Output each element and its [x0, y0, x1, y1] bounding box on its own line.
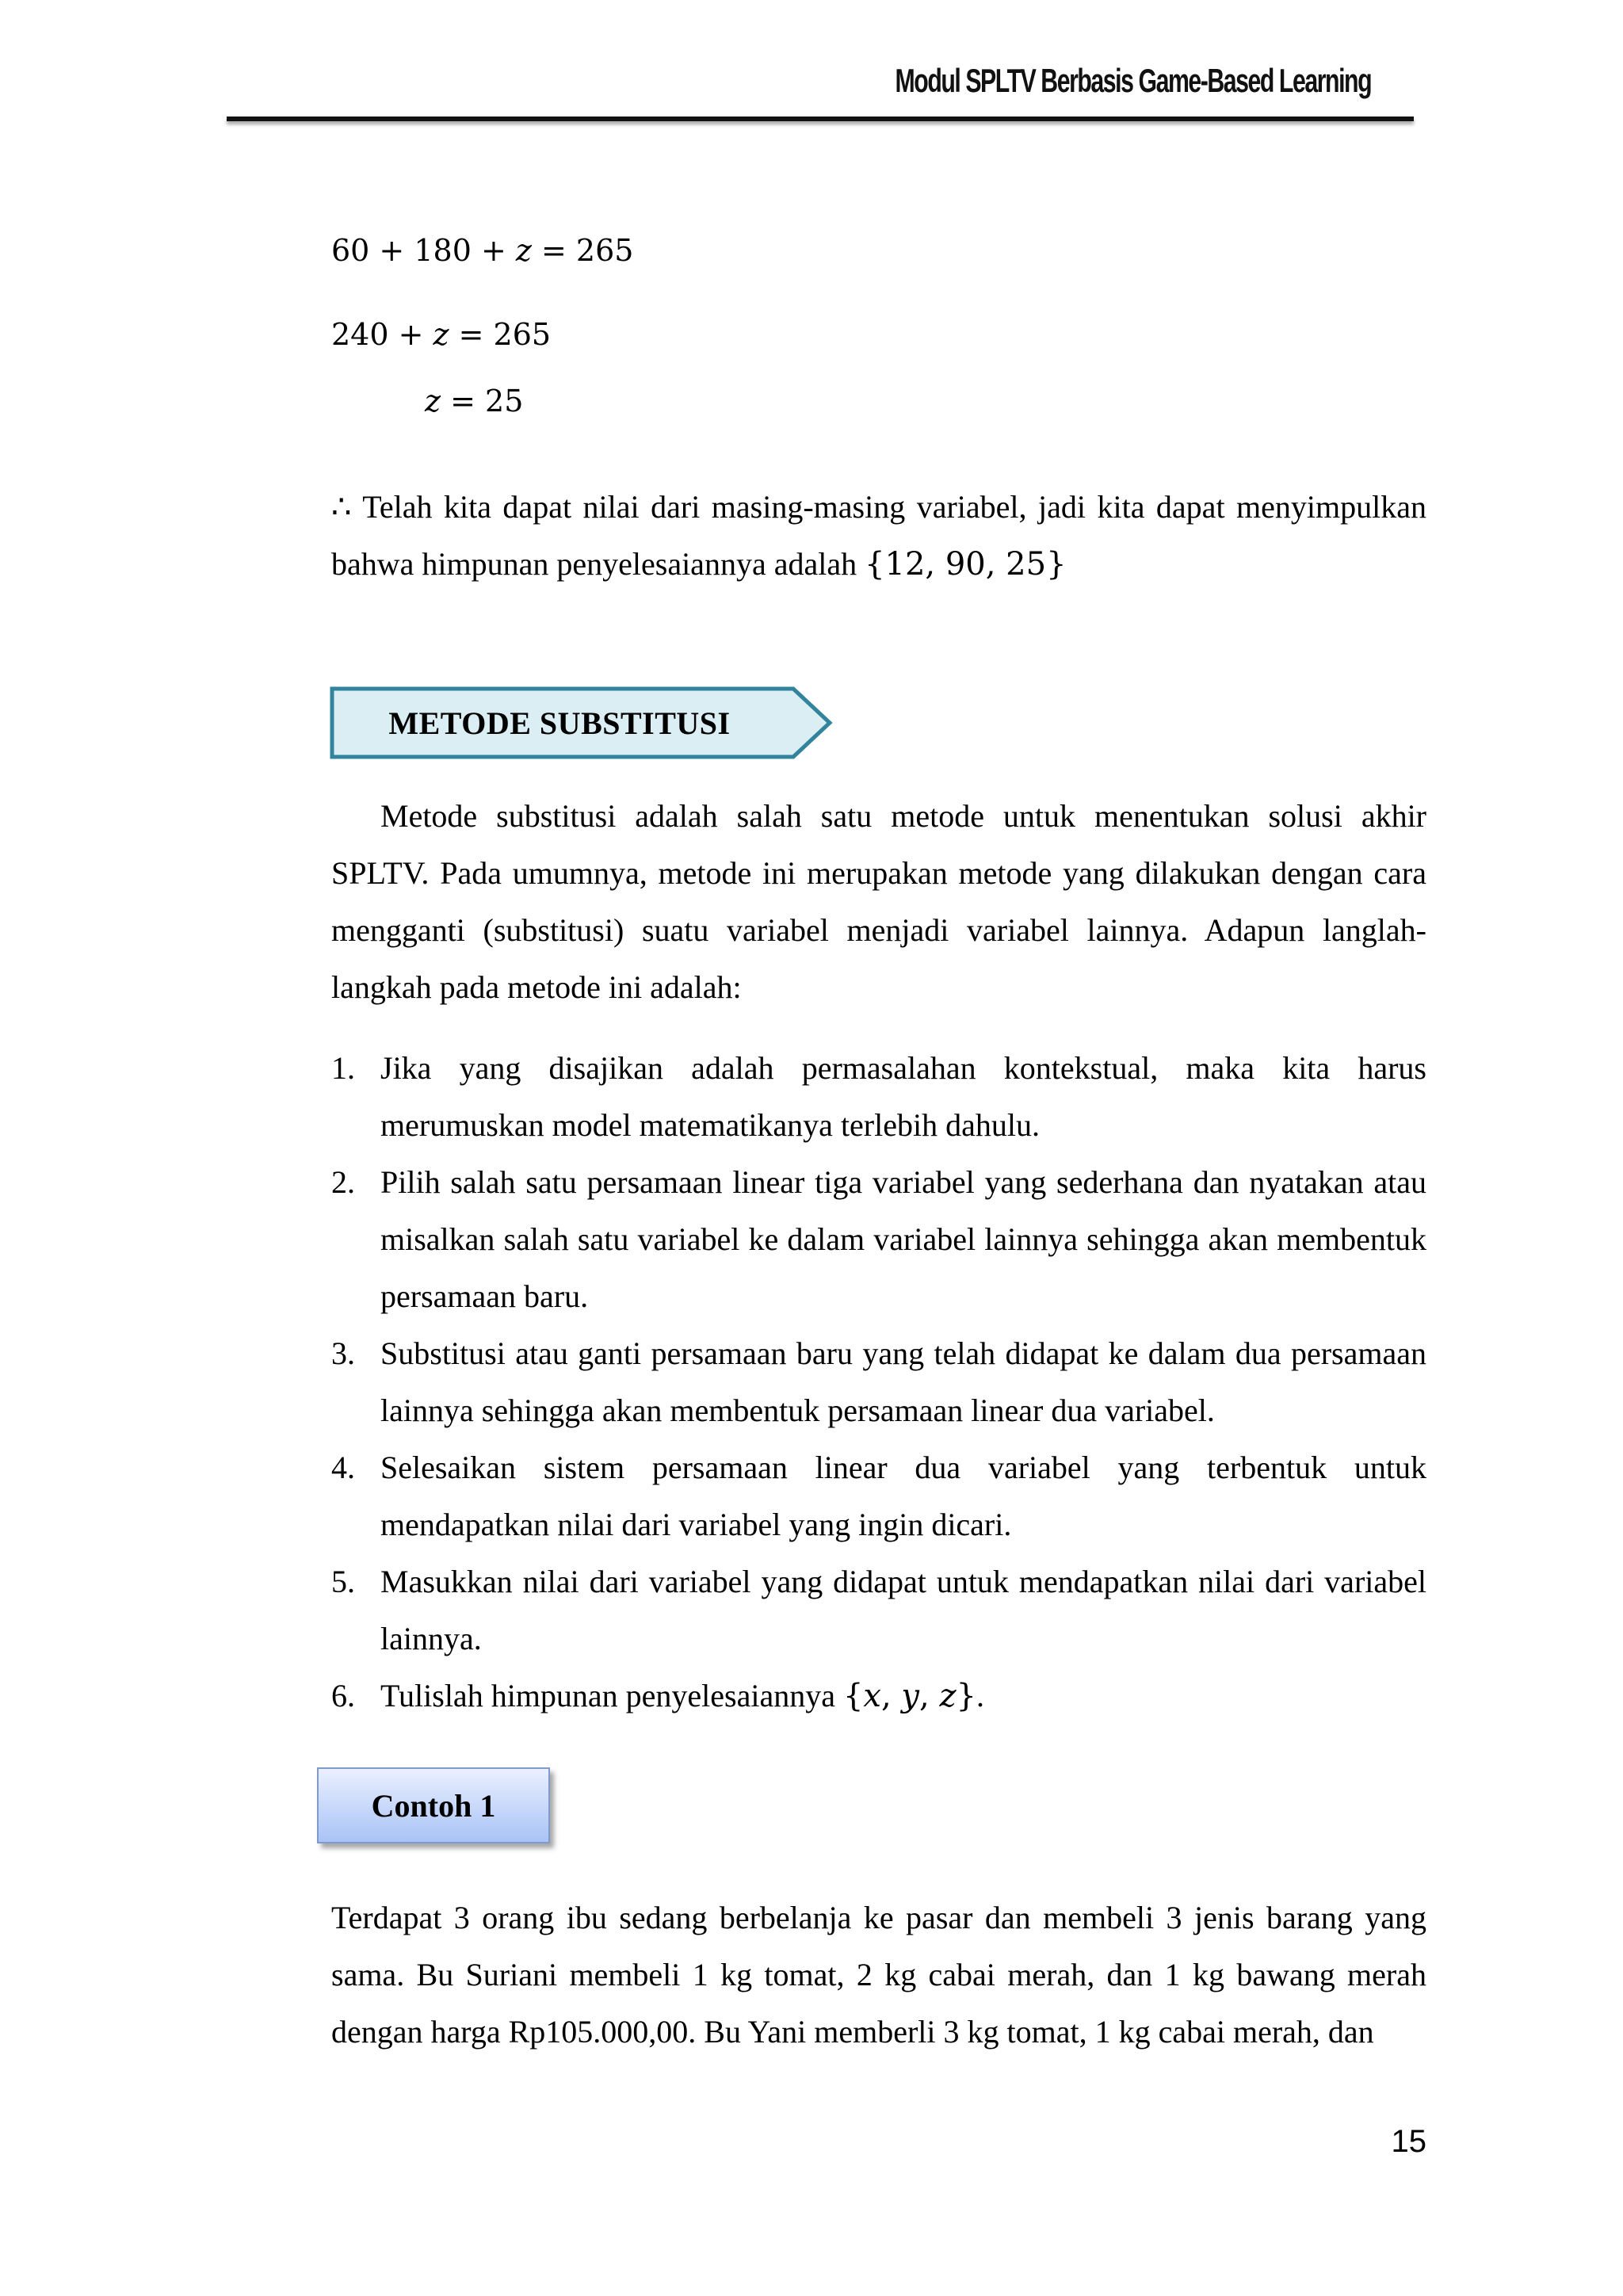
- header-rule: [227, 117, 1414, 121]
- conclusion-paragraph: [331, 479, 1426, 593]
- example-label: Contoh 1: [317, 1767, 550, 1843]
- list-item-number: 1.: [331, 1050, 355, 1086]
- list-item: [331, 1040, 1426, 1154]
- steps-list: [331, 1040, 1426, 1725]
- header-title: Modul SPLTV Berbasis Game-Based Learning: [895, 62, 1371, 99]
- list-item-number: 6.: [331, 1678, 355, 1713]
- list-item-number: 2.: [331, 1164, 355, 1200]
- section-paragraph: Metode substitusi adalah salah satu metode untuk menentukan solusi akhir SPLTV. Pada umumnya, metode ini merupakan metode yang dilakukan dengan cara mengganti (substitusi) suatu variabel menjadi variabel lainnya. Adapun langlah-langkah pada metode ini adalah:: [331, 798, 1426, 1005]
- list-item-text: Jika yang disajikan adalah permasalahan kontekstual, maka kita harus merumuskan model matematikanya terlebih dahulu.: [380, 1050, 1426, 1143]
- list-item: [331, 1154, 1426, 1325]
- list-item-text: Masukkan nilai dari variabel yang didapat untuk mendapatkan nilai dari variabel lainnya.: [380, 1564, 1426, 1656]
- list-item-end: .: [976, 1678, 984, 1713]
- equation-line-3: 𝑧 = 25: [425, 384, 524, 418]
- list-item: [331, 1668, 1426, 1725]
- list-item-text: Selesaikan sistem persamaan linear dua variabel yang terbentuk untuk mendapatkan nilai dari variabel yang ingin dicari.: [380, 1450, 1426, 1542]
- therefore-symbol: ∴: [331, 489, 352, 525]
- solution-set: {12, 90, 25}: [865, 546, 1067, 583]
- list-item: [331, 1439, 1426, 1553]
- variable-set: {𝑥, 𝑦, 𝑧}: [842, 1678, 976, 1714]
- section-title: METODE SUBSTITUSI: [388, 705, 731, 741]
- example-paragraph: Terdapat 3 orang ibu sedang berbelanja ke pasar dan membeli 3 jenis barang yang sama. Bu Suriani membeli 1 kg tomat, 2 kg cabai merah, dan 1 kg bawang merah dengan harga Rp105.000,00. Bu Yani memberli 3 kg tomat, 1 kg cabai merah, dan: [331, 1900, 1426, 2050]
- list-item-text: Pilih salah satu persamaan linear tiga variabel yang sederhana dan nyatakan atau misalkan salah satu variabel ke dalam variabel lainnya sehingga akan membentuk persamaan baru.: [380, 1164, 1426, 1314]
- section-banner: [330, 686, 835, 759]
- page-number: 15: [1391, 2124, 1426, 2159]
- list-item-number: 4.: [331, 1450, 355, 1485]
- list-item: [331, 1553, 1426, 1668]
- equation-line-1: 60 + 180 + 𝑧 = 265: [331, 233, 634, 268]
- list-item-text: Tulislah himpunan penyelesaiannya: [380, 1678, 843, 1713]
- list-item-text: Substitusi atau ganti persamaan baru yang telah didapat ke dalam dua persamaan lainnya sehingga akan membentuk persamaan linear dua variabel.: [380, 1335, 1426, 1428]
- conclusion-text: Telah kita dapat nilai dari masing-masing variabel, jadi kita dapat menyimpulkan bahwa himpunan penyelesaiannya adalah: [331, 489, 1426, 582]
- list-item-number: 5.: [331, 1564, 355, 1599]
- list-item-number: 3.: [331, 1335, 355, 1371]
- equation-line-2: 240 + 𝑧 = 265: [331, 317, 552, 352]
- list-item: [331, 1325, 1426, 1439]
